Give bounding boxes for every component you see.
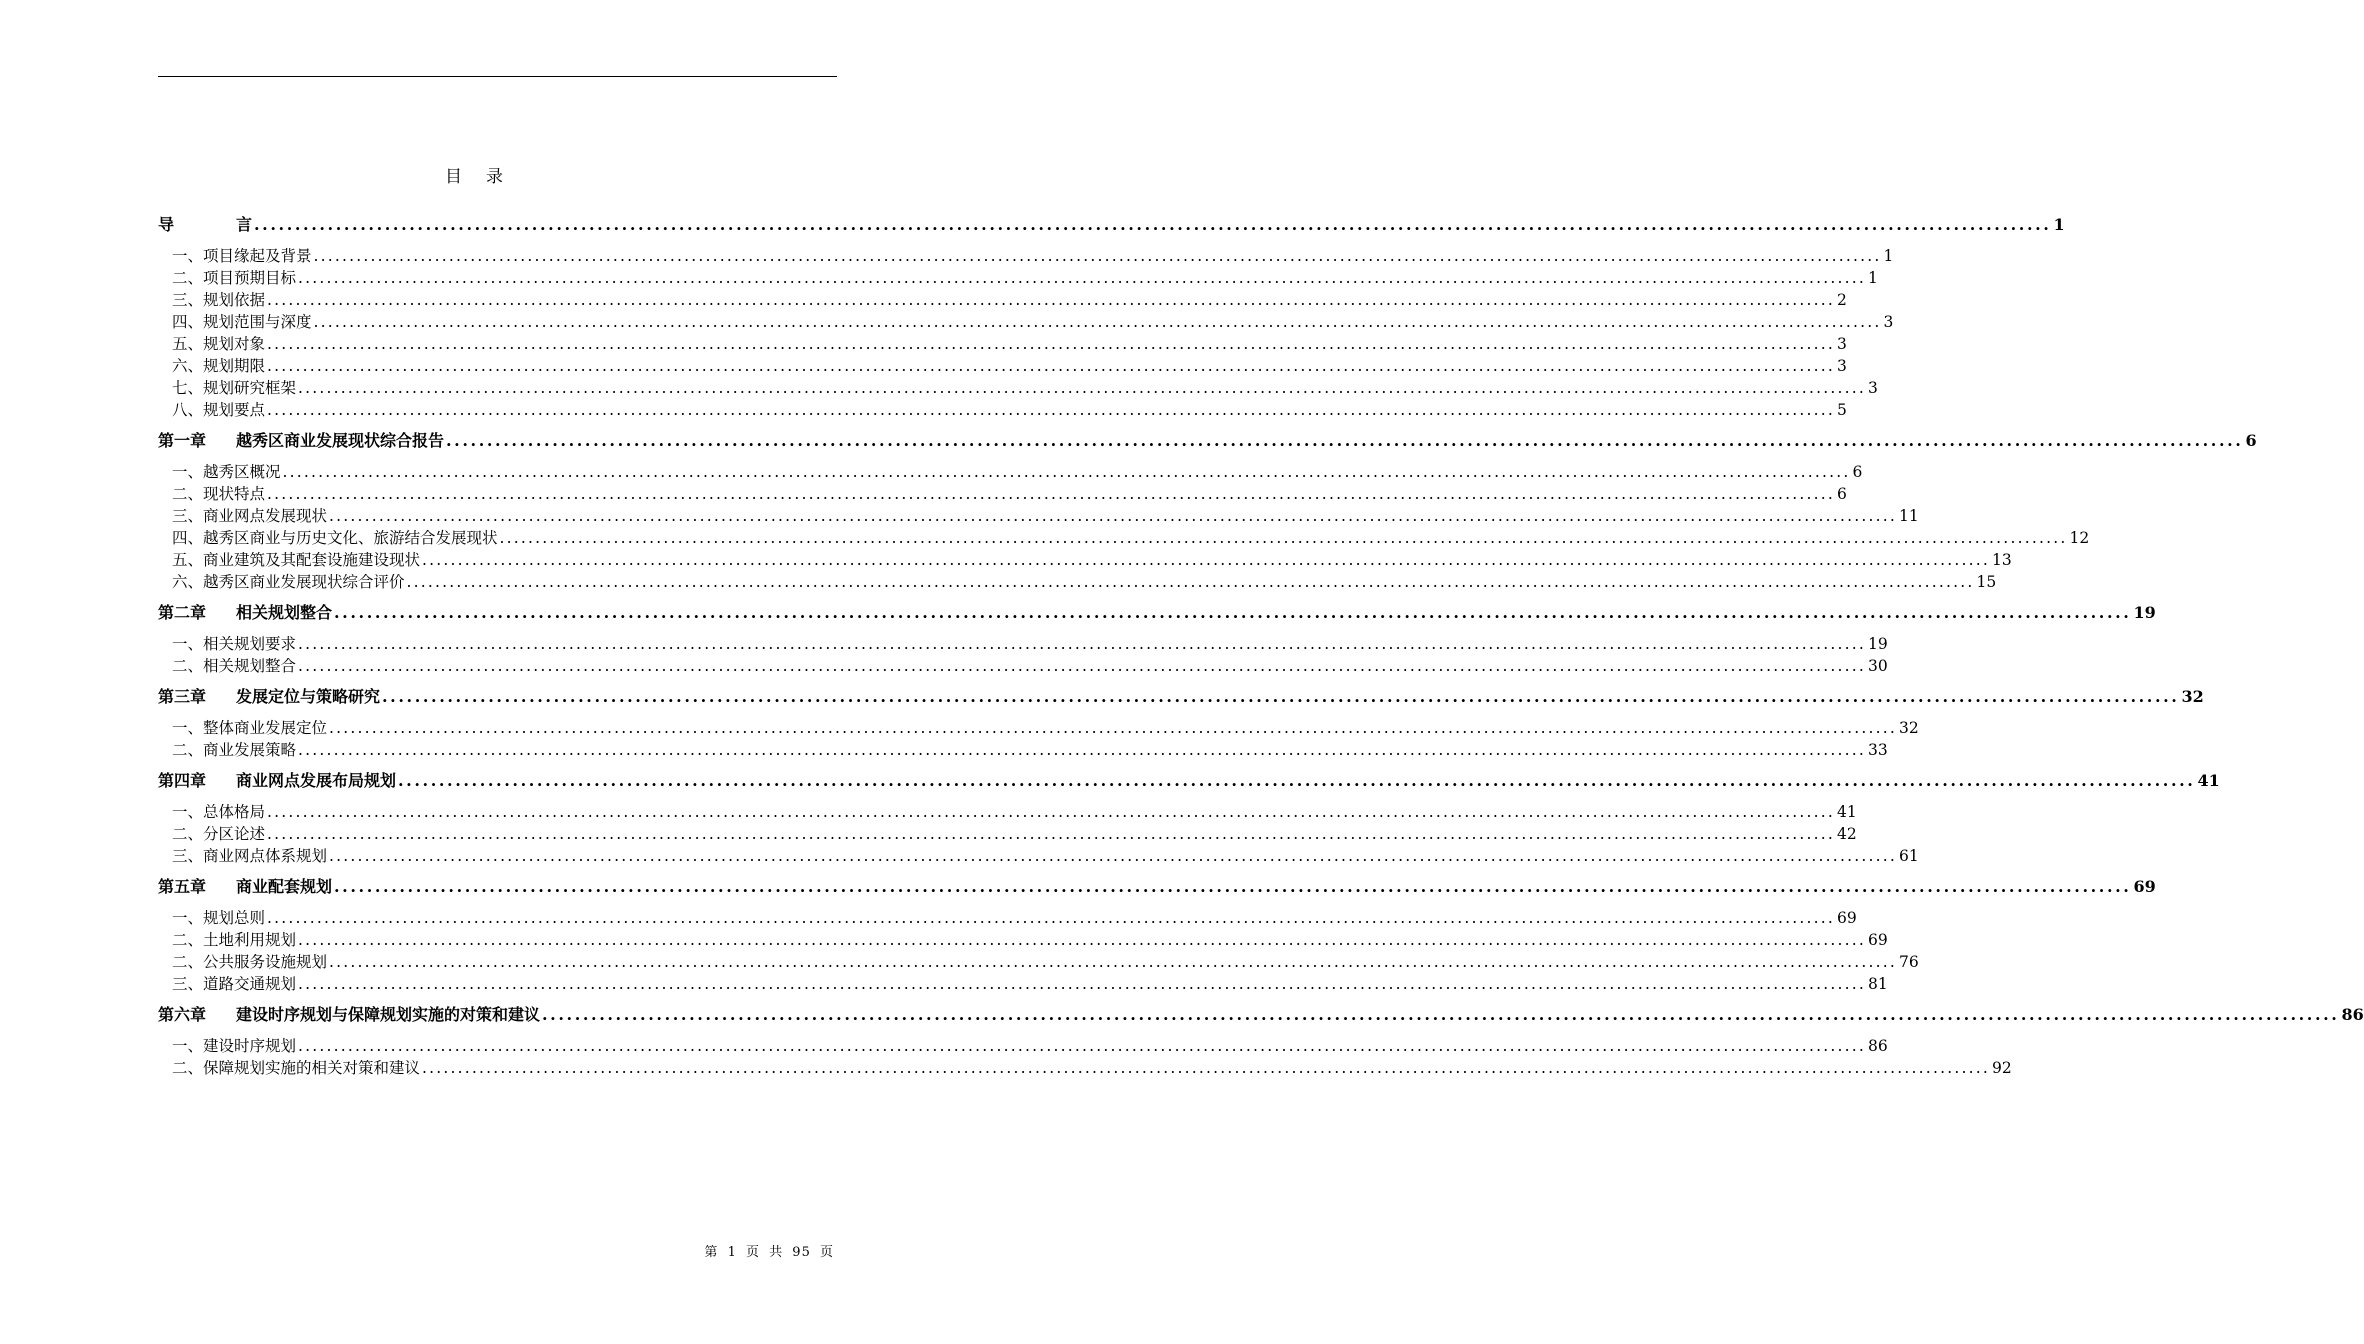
dot-leader: ............................................................................................................................................................................................................................: [313, 247, 1882, 265]
toc-entry-label: 六、规划期限: [172, 357, 266, 375]
toc-page-number: 86: [2341, 1005, 2364, 1024]
table-of-contents: [158, 214, 2364, 1079]
footer-prefix: 第: [704, 1245, 719, 1260]
toc-page-number: 13: [1991, 551, 2012, 569]
toc-entry-label: 六、越秀区商业发展现状综合评价: [172, 573, 405, 591]
toc-section-entry[interactable]: [158, 461, 1863, 483]
dot-leader: ............................................................................................................................................................................................................................: [398, 771, 2196, 790]
toc-entry-label: 三、规划依据: [172, 291, 266, 309]
toc-page-number: 92: [1991, 1059, 2012, 1077]
toc-entry-label: 发展定位与策略研究: [236, 687, 381, 706]
toc-section-entry[interactable]: [158, 1035, 1888, 1057]
toc-chapter-number: 第五章: [158, 877, 207, 896]
toc-section-entry[interactable]: [158, 311, 1894, 333]
toc-page-number: 69: [1867, 931, 1888, 949]
toc-entry-label: 二、分区论述: [172, 825, 266, 843]
toc-entry-label: 一、相关规划要求: [172, 635, 297, 653]
toc-section-entry[interactable]: [158, 845, 1919, 867]
toc-page-number: 69: [1836, 909, 1857, 927]
dot-leader: ............................................................................................................................................................................................................................: [267, 401, 1835, 419]
toc-page-number: 5: [1836, 401, 1847, 419]
toc-chapter-entry[interactable]: [158, 686, 2204, 708]
toc-page-number: 41: [2197, 771, 2220, 790]
toc-page-number: 2: [1836, 291, 1847, 309]
dot-leader: ............................................................................................................................................................................................................................: [446, 431, 2244, 450]
toc-page-number: 30: [1867, 657, 1888, 675]
toc-chapter-number: 第二章: [158, 603, 207, 622]
toc-entry-label: 八、规划要点: [172, 401, 266, 419]
toc-section-entry[interactable]: [158, 739, 1888, 761]
toc-entry-label: 二、土地利用规划: [172, 931, 297, 949]
toc-entry-label: 越秀区商业发展现状综合报告: [236, 431, 445, 450]
toc-page-number: 1: [1867, 269, 1878, 287]
toc-entry-label: 二、现状特点: [172, 485, 266, 503]
toc-chapter-entry[interactable]: [158, 770, 2220, 792]
toc-page-number: 3: [1867, 379, 1878, 397]
toc-chapter-entry[interactable]: [158, 602, 2156, 624]
dot-leader: ............................................................................................................................................................................................................................: [329, 719, 1897, 737]
title-char-2: 录: [486, 167, 505, 187]
toc-entry-label: 一、项目缘起及背景: [172, 247, 312, 265]
toc-section-entry[interactable]: [158, 823, 1857, 845]
toc-section-entry[interactable]: [158, 505, 1919, 527]
toc-page-number: 86: [1867, 1037, 1888, 1055]
toc-page-number: 6: [1836, 485, 1847, 503]
toc-entry-label: 言: [236, 215, 253, 234]
toc-section-entry[interactable]: [158, 483, 1847, 505]
toc-page-number: 41: [1836, 803, 1857, 821]
dot-leader: ............................................................................................................................................................................................................................: [298, 379, 1866, 397]
dot-leader: ............................................................................................................................................................................................................................: [267, 909, 1835, 927]
dot-leader: ............................................................................................................................................................................................................................: [298, 741, 1866, 759]
toc-page-number: 3: [1836, 357, 1847, 375]
dot-leader: ............................................................................................................................................................................................................................: [298, 975, 1866, 993]
footer-total-pages: 95: [792, 1245, 811, 1260]
toc-section-entry[interactable]: [158, 1057, 2012, 1079]
footer-suffix: 页: [819, 1245, 834, 1260]
toc-entry-label: 一、规划总则: [172, 909, 266, 927]
toc-page-number: 69: [2133, 877, 2156, 896]
toc-section-entry[interactable]: [158, 549, 2012, 571]
toc-chapter-entry[interactable]: [158, 876, 2156, 898]
toc-page-number: 42: [1836, 825, 1857, 843]
toc-page-number: 19: [2133, 603, 2156, 622]
toc-section-entry[interactable]: [158, 267, 1878, 289]
toc-entry-label: 四、规划范围与深度: [172, 313, 312, 331]
toc-chapter-entry[interactable]: [158, 1004, 2364, 1026]
toc-entry-label: 三、商业网点发展现状: [172, 507, 328, 525]
toc-page-number: 6: [2245, 431, 2257, 450]
dot-leader: ............................................................................................................................................................................................................................: [254, 215, 2052, 234]
dot-leader: ............................................................................................................................................................................................................................: [313, 313, 1882, 331]
dot-leader: ............................................................................................................................................................................................................................: [267, 485, 1835, 503]
dot-leader: ............................................................................................................................................................................................................................: [298, 657, 1866, 675]
toc-entry-label: 相关规划整合: [236, 603, 333, 622]
toc-page-number: 76: [1898, 953, 1919, 971]
title-char-1: 目: [445, 167, 464, 187]
toc-entry-label: 商业配套规划: [236, 877, 333, 896]
toc-chapter-number: 导: [158, 215, 175, 234]
toc-entry-label: 一、整体商业发展定位: [172, 719, 328, 737]
toc-entry-label: 七、规划研究框架: [172, 379, 297, 397]
toc-entry-label: 五、规划对象: [172, 335, 266, 353]
dot-leader: ............................................................................................................................................................................................................................: [267, 825, 1835, 843]
footer-mid1: 页: [745, 1245, 760, 1260]
toc-page-number: 32: [2181, 687, 2204, 706]
toc-entry-label: 三、道路交通规划: [172, 975, 297, 993]
toc-page-number: 61: [1898, 847, 1919, 865]
toc-section-entry[interactable]: [158, 717, 1919, 739]
toc-page-number: 15: [1976, 573, 1997, 591]
toc-page-number: 1: [2053, 215, 2065, 234]
toc-entry-label: 一、越秀区概况: [172, 463, 281, 481]
toc-entry-label: 二、商业发展策略: [172, 741, 297, 759]
dot-leader: ............................................................................................................................................................................................................................: [406, 573, 1975, 591]
dot-leader: ............................................................................................................................................................................................................................: [422, 1059, 1990, 1077]
toc-section-entry[interactable]: [158, 399, 1847, 421]
toc-entry-label: 一、总体格局: [172, 803, 266, 821]
footer-current-page: 1: [727, 1245, 737, 1260]
dot-leader: ............................................................................................................................................................................................................................: [282, 463, 1851, 481]
header-rule: [158, 76, 837, 77]
dot-leader: ............................................................................................................................................................................................................................: [422, 551, 1990, 569]
dot-leader: ............................................................................................................................................................................................................................: [334, 603, 2132, 622]
dot-leader: ............................................................................................................................................................................................................................: [267, 335, 1835, 353]
toc-page-number: 12: [2069, 529, 2090, 547]
toc-page-number: 33: [1867, 741, 1888, 759]
toc-section-entry[interactable]: [158, 245, 1894, 267]
dot-leader: ............................................................................................................................................................................................................................: [267, 357, 1835, 375]
toc-page-number: 6: [1852, 463, 1863, 481]
dot-leader: ............................................................................................................................................................................................................................: [382, 687, 2180, 706]
toc-chapter-entry[interactable]: [158, 214, 2065, 236]
dot-leader: ............................................................................................................................................................................................................................: [298, 931, 1866, 949]
toc-section-entry[interactable]: [158, 571, 1997, 593]
toc-entry-label: 二、保障规划实施的相关对策和建议: [172, 1059, 421, 1077]
footer-mid2: 共: [769, 1245, 784, 1260]
page-footer: [702, 1241, 836, 1260]
toc-chapter-number: 第一章: [158, 431, 207, 450]
dot-leader: ............................................................................................................................................................................................................................: [329, 953, 1897, 971]
toc-entry-label: 一、建设时序规划: [172, 1037, 297, 1055]
toc-entry-label: 二、相关规划整合: [172, 657, 297, 675]
toc-chapter-entry[interactable]: [158, 430, 2257, 452]
dot-leader: ............................................................................................................................................................................................................................: [267, 291, 1835, 309]
toc-chapter-number: 第六章: [158, 1005, 207, 1024]
toc-section-entry[interactable]: [158, 289, 1847, 311]
dot-leader: ............................................................................................................................................................................................................................: [334, 877, 2132, 896]
toc-page-number: 3: [1836, 335, 1847, 353]
toc-section-entry[interactable]: [158, 333, 1847, 355]
toc-page-number: 3: [1883, 313, 1894, 331]
dot-leader: ............................................................................................................................................................................................................................: [298, 1037, 1866, 1055]
toc-section-entry[interactable]: [158, 907, 1857, 929]
toc-section-entry[interactable]: [158, 355, 1847, 377]
toc-page-number: 32: [1898, 719, 1919, 737]
dot-leader: ............................................................................................................................................................................................................................: [267, 803, 1835, 821]
toc-page-number: 11: [1898, 507, 1919, 525]
dot-leader: ............................................................................................................................................................................................................................: [329, 507, 1897, 525]
toc-section-entry[interactable]: [158, 377, 1878, 399]
toc-section-entry[interactable]: [158, 973, 1888, 995]
toc-section-entry[interactable]: [158, 801, 1857, 823]
toc-section-entry[interactable]: [158, 929, 1888, 951]
toc-entry-label: 五、商业建筑及其配套设施建设现状: [172, 551, 421, 569]
toc-section-entry[interactable]: [158, 527, 2090, 549]
toc-page-number: 1: [1883, 247, 1894, 265]
toc-page-number: 81: [1867, 975, 1888, 993]
dot-leader: ............................................................................................................................................................................................................................: [298, 269, 1866, 287]
toc-entry-label: 商业网点发展布局规划: [236, 771, 397, 790]
toc-page-number: 19: [1867, 635, 1888, 653]
dot-leader: ............................................................................................................................................................................................................................: [542, 1005, 2340, 1024]
dot-leader: ............................................................................................................................................................................................................................: [329, 847, 1897, 865]
toc-entry-label: 三、商业网点体系规划: [172, 847, 328, 865]
toc-section-entry[interactable]: [158, 633, 1888, 655]
toc-chapter-number: 第三章: [158, 687, 207, 706]
toc-entry-label: 建设时序规划与保障规划实施的对策和建议: [236, 1005, 541, 1024]
toc-section-entry[interactable]: [158, 655, 1888, 677]
dot-leader: ............................................................................................................................................................................................................................: [499, 529, 2068, 547]
toc-chapter-number: 第四章: [158, 771, 207, 790]
toc-entry-label: 四、越秀区商业与历史文化、旅游结合发展现状: [172, 529, 498, 547]
toc-entry-label: 二、项目预期目标: [172, 269, 297, 287]
toc-entry-label: 二、公共服务设施规划: [172, 953, 328, 971]
dot-leader: ............................................................................................................................................................................................................................: [298, 635, 1866, 653]
page-title: [0, 162, 950, 187]
toc-section-entry[interactable]: [158, 951, 1919, 973]
